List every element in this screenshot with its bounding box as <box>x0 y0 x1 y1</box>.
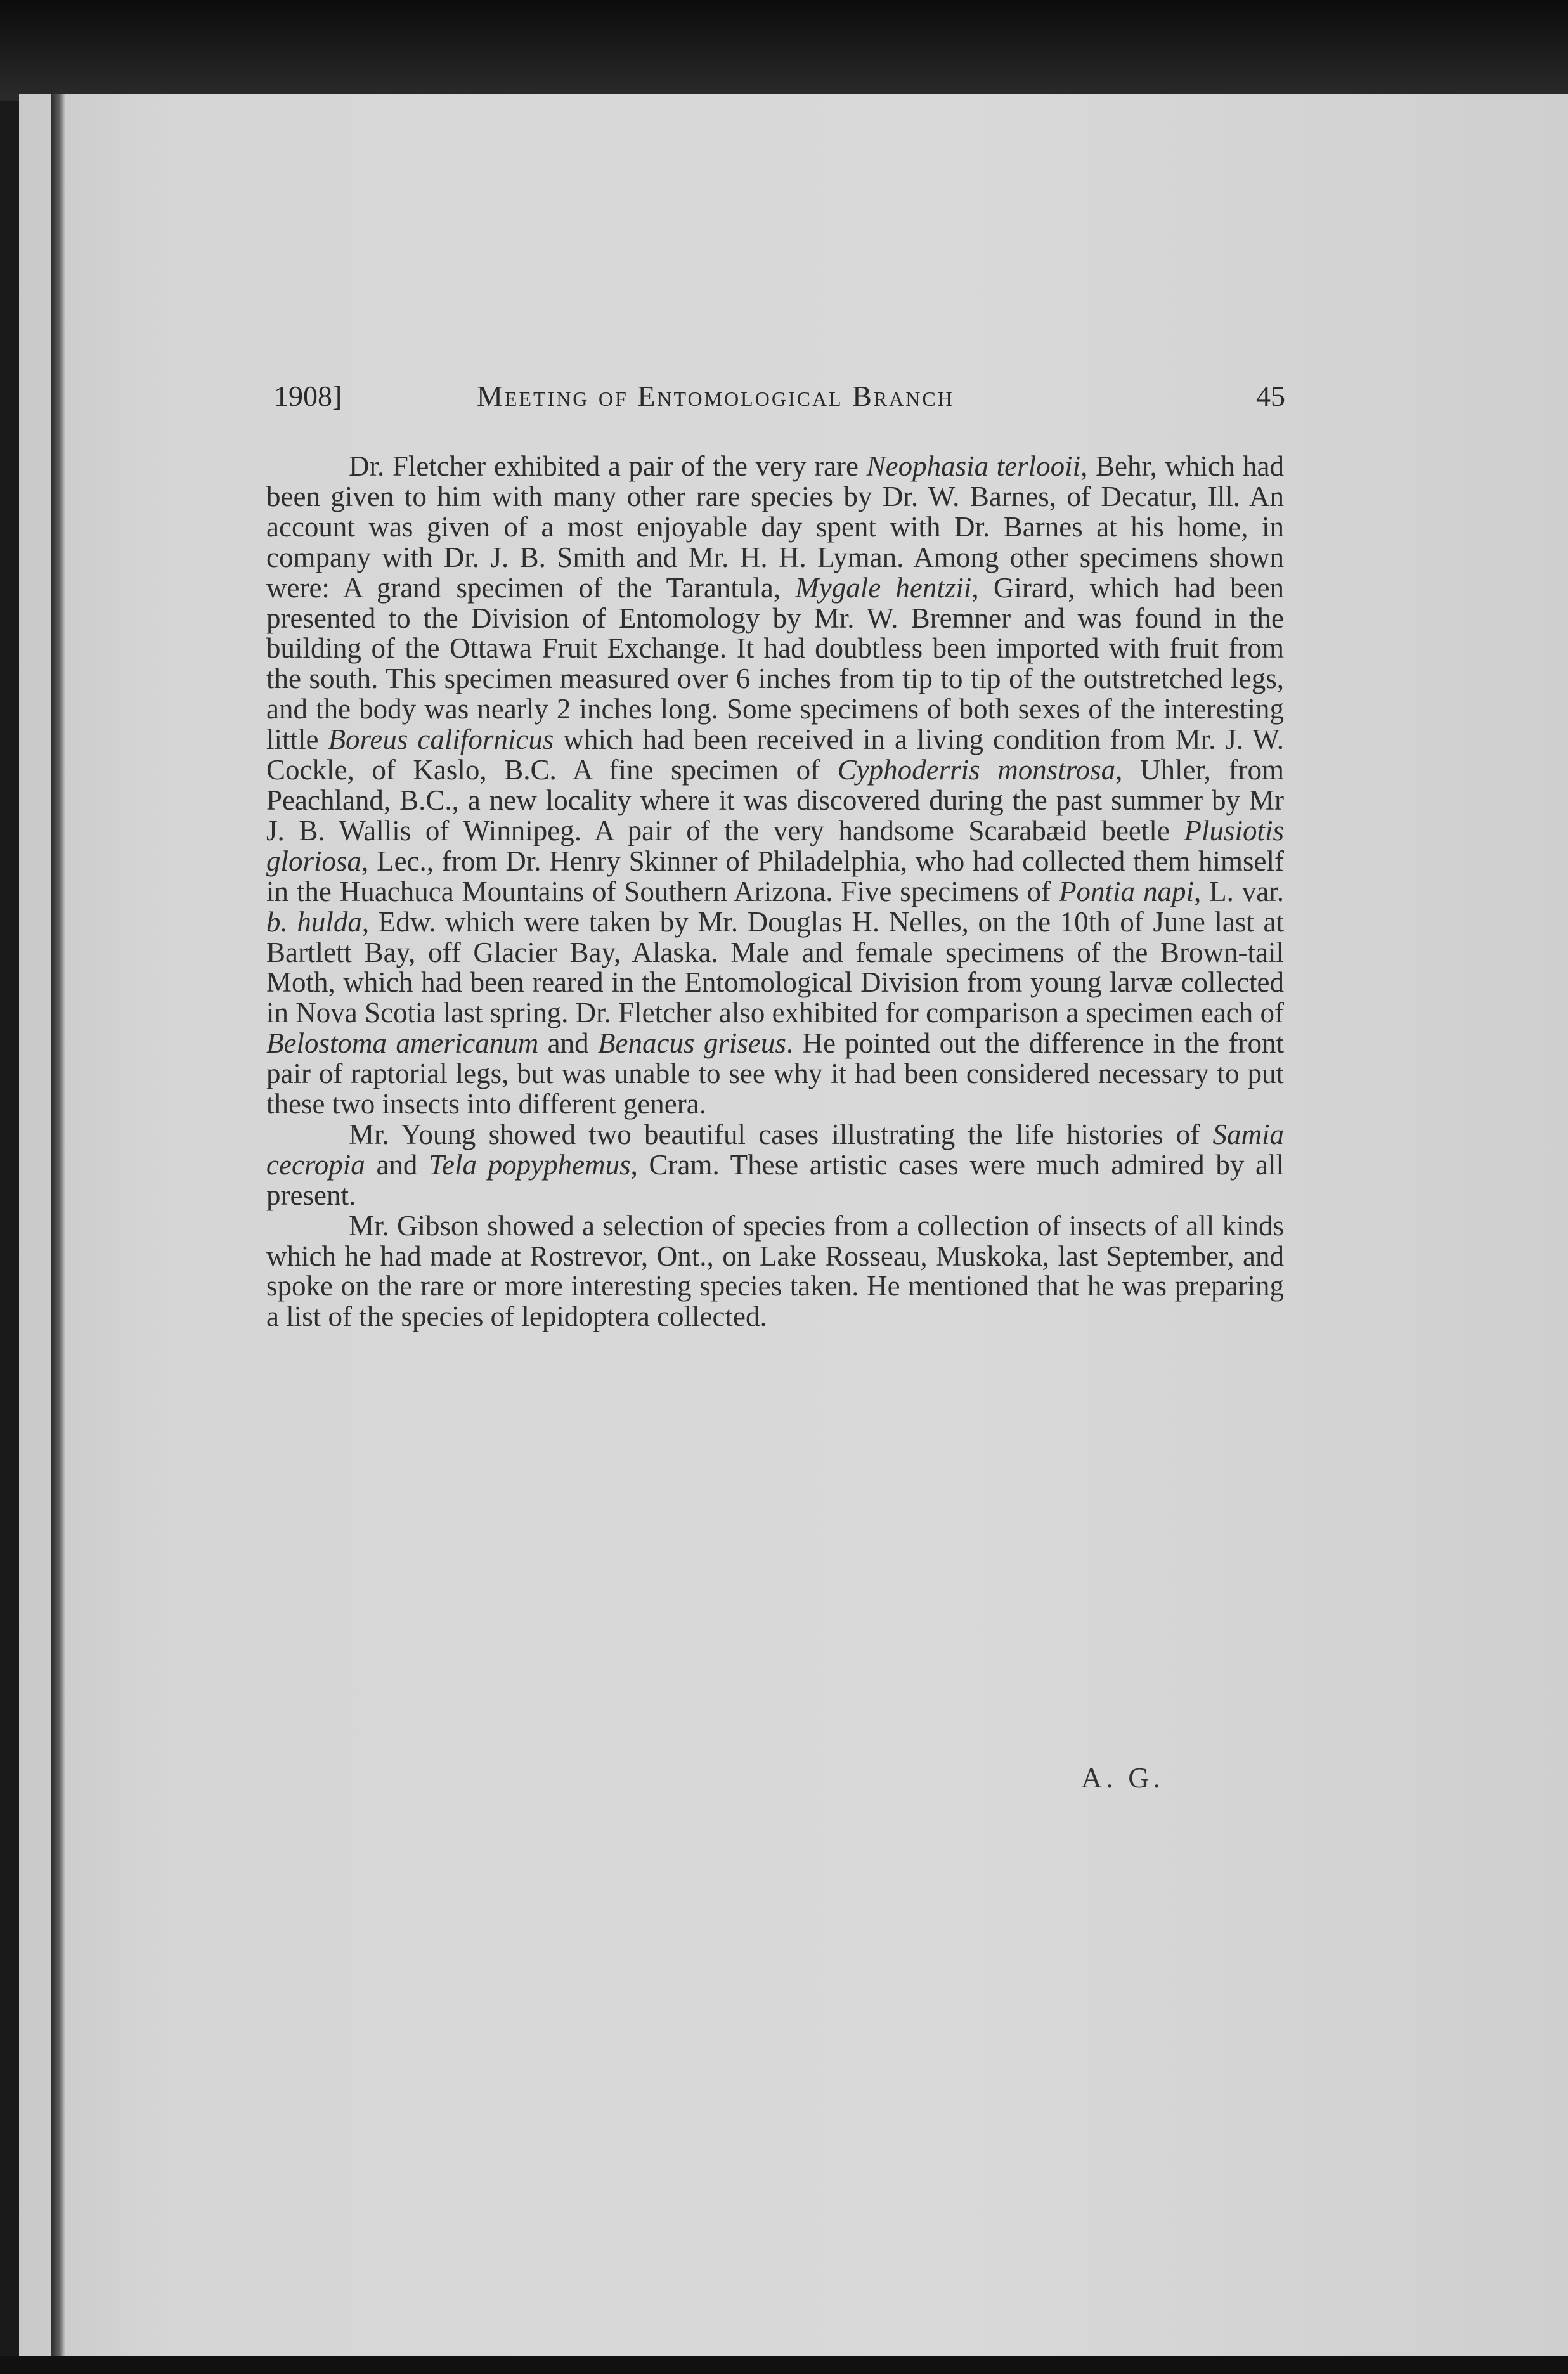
text-run: and <box>365 1148 429 1181</box>
species-name: Boreus californicus <box>328 723 554 756</box>
scan-top-border <box>0 0 1568 101</box>
text-run: , Cram. These artistic cases were much admired by all present. <box>266 1148 1285 1211</box>
running-title: Meeting of Entomological Branch <box>477 380 954 412</box>
species-name: Pontia napi <box>1059 875 1194 907</box>
paragraph <box>266 451 1284 1120</box>
page-number: 45 <box>1256 380 1285 412</box>
text-run: , Behr, which had been given to him with many other rare species by Dr. W. Barnes, of Decatur, Ill. An account was given of a most enjoyable day spent with Dr. Barnes at his home, in company with Dr. J. B. Smith and Mr. H. H. Lyman. Among other specimens shown were: A grand specimen of the Tarantula, <box>266 450 1284 604</box>
running-header <box>274 379 1285 430</box>
species-name: Plusiotis gloriosa <box>266 814 1284 877</box>
species-name: Tela popyphemus <box>429 1148 631 1181</box>
text-run: Dr. Fletcher exhibited a pair of the very rare <box>349 450 867 482</box>
text-run: which had been received in a living condition from Mr. J. W. Cockle, of Kaslo, B.C. A fine specimen of <box>266 723 1285 786</box>
text-run: . He pointed out the difference in the front pair of raptorial legs, but was unable to see why it had been considered necessary to put these two insects into different genera. <box>266 1027 1284 1120</box>
species-name: Samia cecropia <box>266 1118 1284 1181</box>
paragraph <box>266 1211 1284 1333</box>
text-run: , Lec., from Dr. Henry Skinner of Philadelphia, who had collected them himself in the Huachuca Mountains of Southern Arizona. Five specimens of <box>266 845 1284 907</box>
paragraph <box>266 1120 1284 1211</box>
species-name: Neophasia terlooii <box>866 450 1081 482</box>
species-name: Cyphoderris monstrosa <box>837 754 1116 786</box>
book-spine <box>51 94 65 2356</box>
scan-bottom-border <box>0 2356 1568 2374</box>
text-run: , Edw. which were taken by Mr. Douglas H. Nelles, on the 10th of June last at Bartlett Bay, off Glacier Bay, Alaska. Male and female specimens of the Brown-tail Moth, which had been reared in the Entomological Division from young larvæ collected in Nova Scotia last spring. Dr. Fletcher also exhibited for comparison a specimen each of <box>266 905 1284 1029</box>
species-name: Mygale hentzii <box>795 571 972 604</box>
text-run: Mr. Gibson showed a selection of species from a collection of insects of all kinds which he had made at Rostrevor, Ont., on Lake Rosseau, Muskoka, last September, and spoke on the rare or more interesting species taken. He mentioned that he was preparing a list of the species of lepidoptera collected. <box>266 1209 1284 1333</box>
species-name: Benacus griseus <box>598 1027 786 1060</box>
text-run: Mr. Young showed two beautiful cases illustrating the life histories of <box>349 1118 1213 1150</box>
text-run: , Uhler, from Peachland, B.C., a new locality where it was discovered during the past summer by Mr J. B. Wallis of Winnipeg. A pair of the very handsome Scarabæid beetle <box>266 754 1284 846</box>
author-initials: A. G. <box>1081 1761 1164 1794</box>
header-year: 1908] <box>274 380 342 412</box>
text-run: and <box>538 1027 599 1060</box>
species-name: Belostoma americanum <box>266 1027 539 1060</box>
text-run: , Girard, which had been presented to the Division of Entomology by Mr. W. Bremner and was found in the building of the Ottawa Fruit Exchange. It had doubtless been imported with fruit from the south. This specimen measured over 6 inches from tip to tip of the outstretched legs, and the body was nearly 2 inches long. Some specimens of both sexes of the interesting little <box>266 571 1284 756</box>
article-body <box>266 451 1284 1332</box>
species-name: b. hulda <box>266 905 362 938</box>
text-run: , L. var. <box>1193 875 1284 907</box>
